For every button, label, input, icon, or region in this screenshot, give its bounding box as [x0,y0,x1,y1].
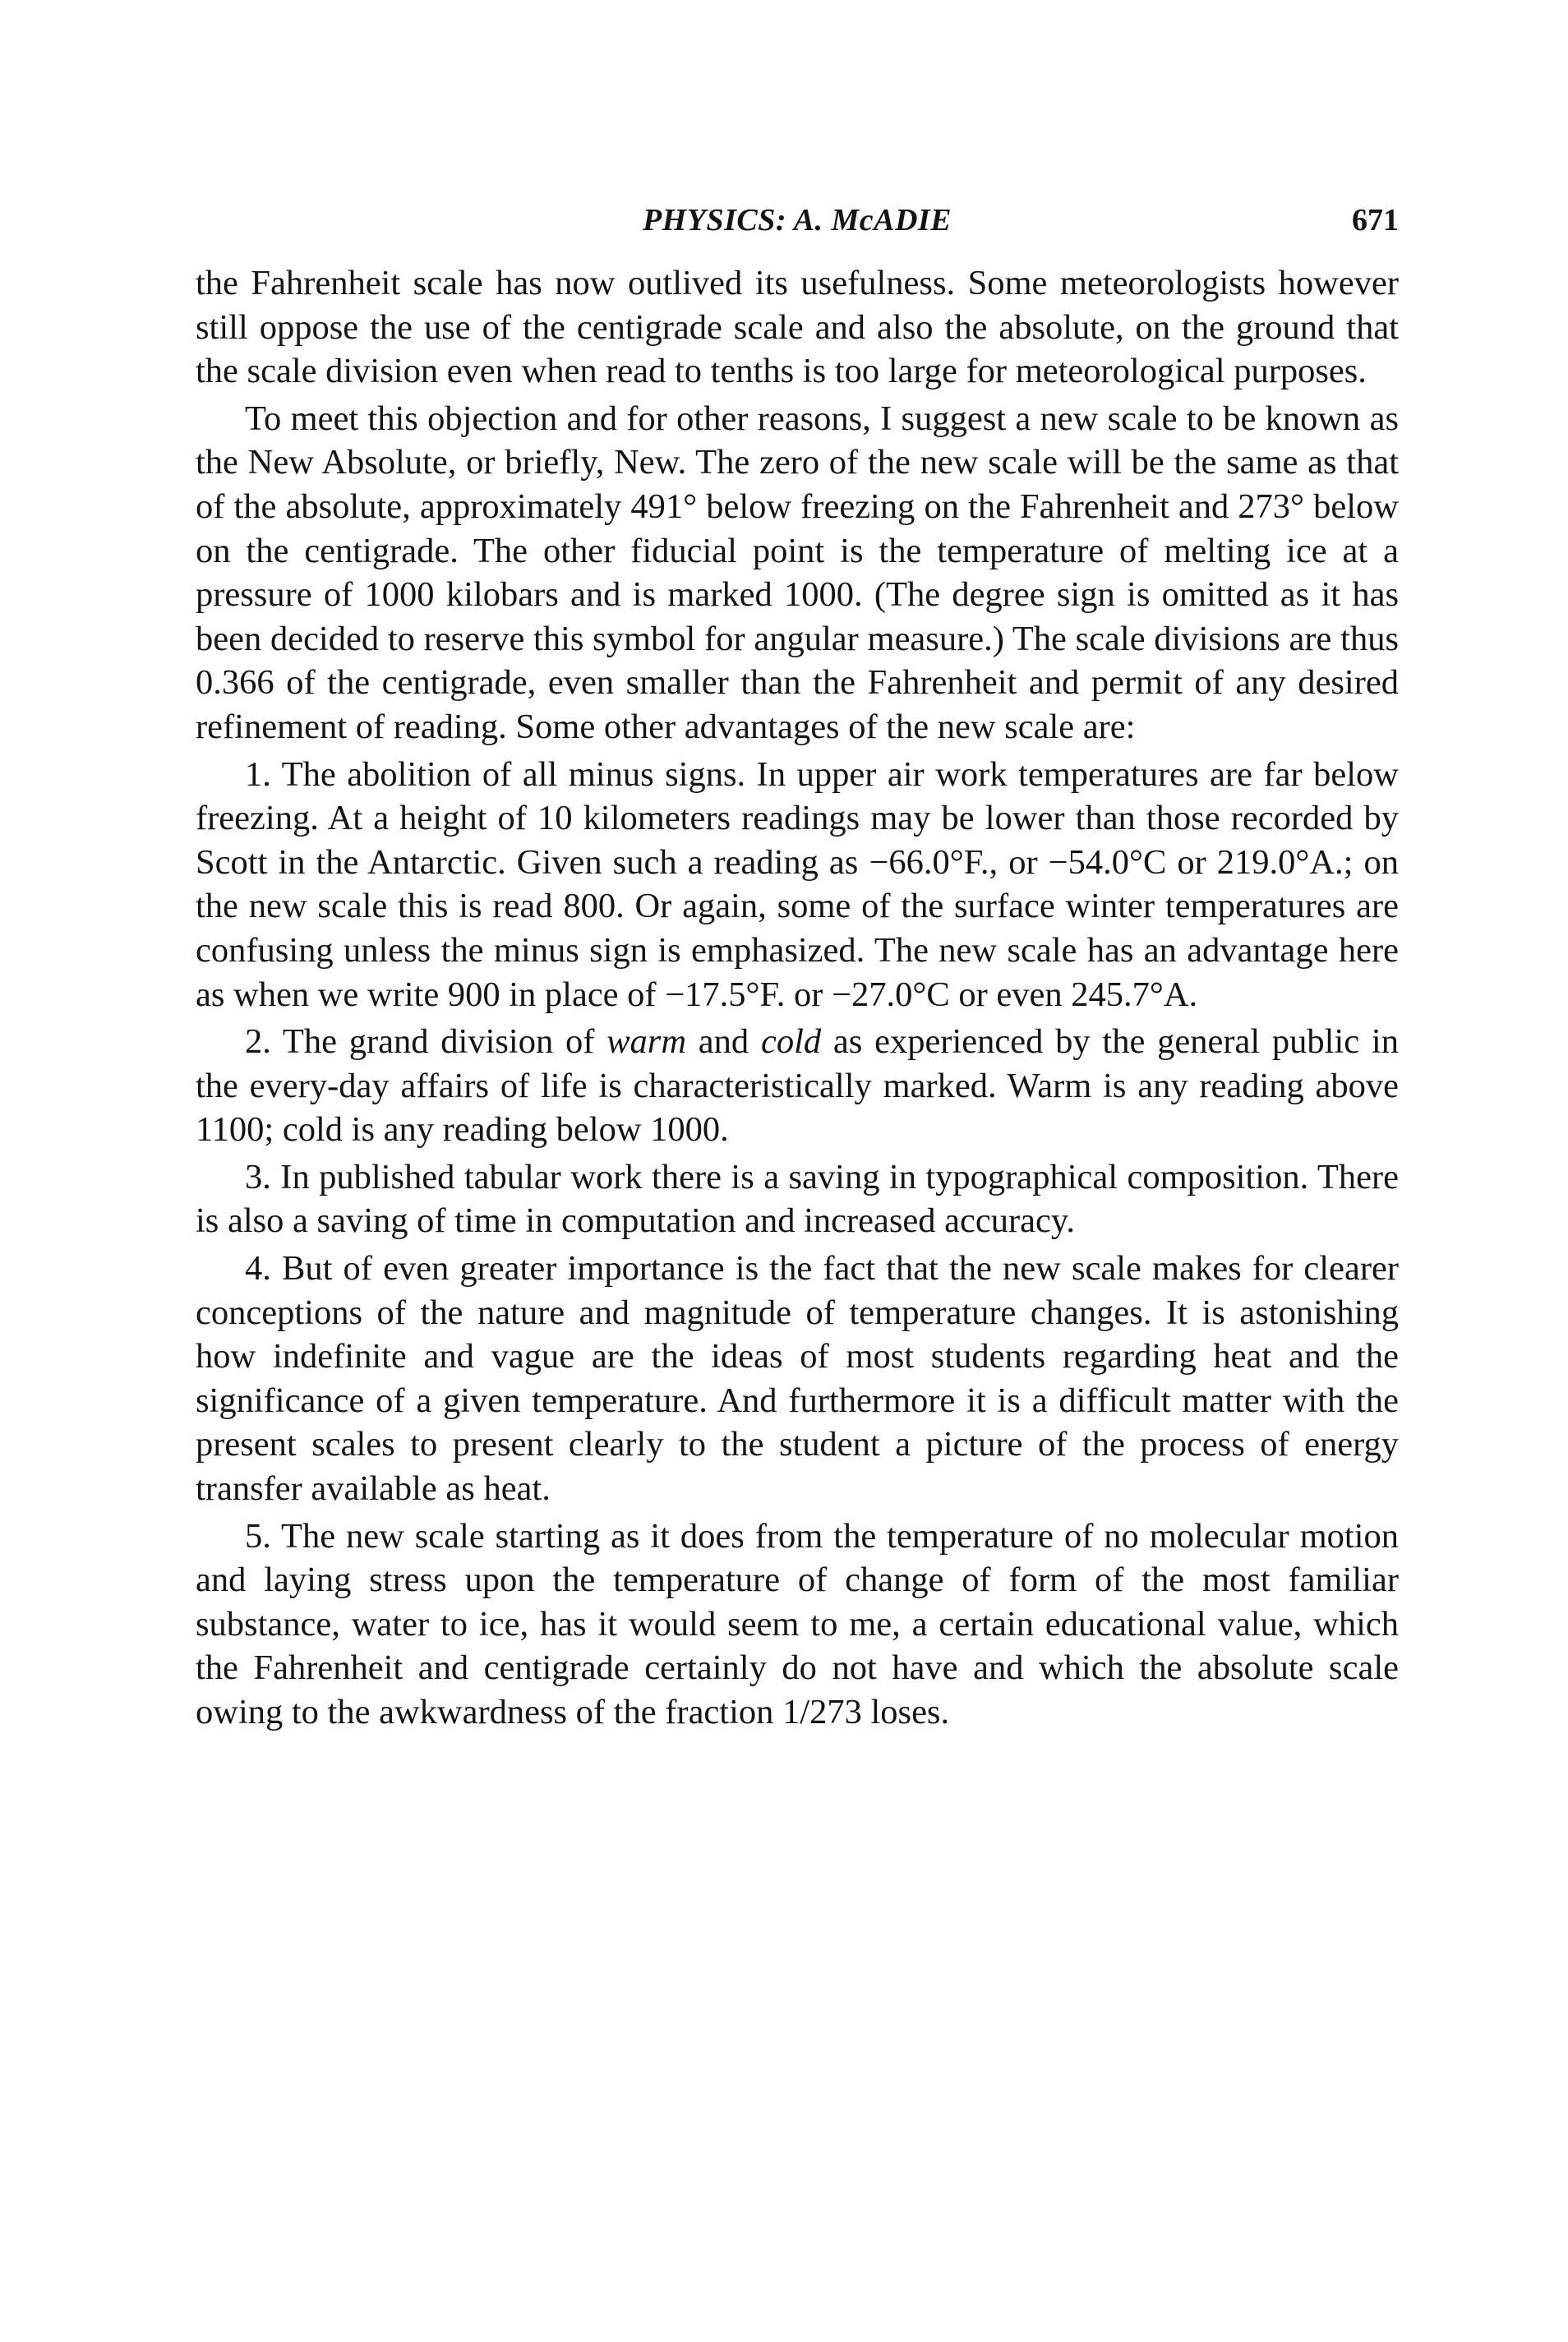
paragraph-advantage-3: 3. In published tabular work there is a saving in typographical composition. There is also a saving of time in computation and increased accuracy. [196,1157,1399,1241]
paragraph-advantage-4: 4. But of even greater importance is the fact that the new scale makes for clearer conceptions of the nature and magnitude of temperature changes. It is astonishing how indefinite and vague are the ideas of most students regarding heat and the significance of a given temperature. And furthermore it is a difficult matter with the present scales to present clearly to the student a picture of the process of energy transfer available as heat. [196,1249,1399,1509]
paragraph-new-scale: To meet this objection and for other reasons, I suggest a new scale to be known as the New Absolute, or briefly, New. The zero of the new scale will be the same as that of the absolute, approximately 491° below freezing on the Fahrenheit and 273° below on the centigrade. The other fiducial point is the temperature of melting ice at a pressure of 1000 kilobars and is marked 1000. (The degree sign is omitted as it has been decided to reserve this symbol for angular measure.) The scale divisions are thus 0.366 of the centigrade, even smaller than the Fahrenheit and permit of any desired refinement of reading. Some other advantages of the new scale are: [196,399,1399,746]
advantage-2-text-a: 2. The grand division of [245,1022,607,1062]
running-title: PHYSICS: A. McADIE [642,203,952,237]
advantage-2-text-c: as experienced by the general public in the every-day affairs of life is characteristically marked. Warm is any reading above 1100; cold is any reading below 1000. [196,1022,1399,1150]
cold-term: cold [760,1022,822,1062]
body-text [196,261,1399,1738]
warm-term: warm [606,1022,687,1062]
paragraph-advantage-5: 5. The new scale starting as it does from the temperature of no molecular motion and laying stress upon the temperature of change of form of the most familiar substance, water to ice, has it would seem to me, a certain educational value, which the Fahrenheit and centigrade certainly do not have and which the absolute scale owing to the awkwardness of the fraction 1/273 loses. [196,1516,1399,1731]
advantage-2-text-b: and [686,1022,761,1062]
page-number: 671 [1352,203,1399,237]
paragraph-continuation: the Fahrenheit scale has now outlived its usefulness. Some meteorologists however still oppose the use of the centigrade scale and also the absolute, on the ground that the scale division even when read to tenths is too large for meteorological purposes. [196,264,1399,391]
running-head [196,196,1399,245]
paragraph-advantage-2 [196,1020,1399,1152]
paragraph-advantage-1: 1. The abolition of all minus signs. In upper air work temperatures are far below freezing. At a height of 10 kilometers readings may be lower than those recorded by Scott in the Antarctic. Given such a reading as −66.0°F., or −54.0°C or 219.0°A.; on the new scale this is read 800. Or again, some of the surface winter temperatures are confusing unless the minus sign is emphasized. The new scale has an advantage here as when we write 900 in place of −17.5°F. or −27.0°C or even 245.7°A. [196,754,1399,1014]
